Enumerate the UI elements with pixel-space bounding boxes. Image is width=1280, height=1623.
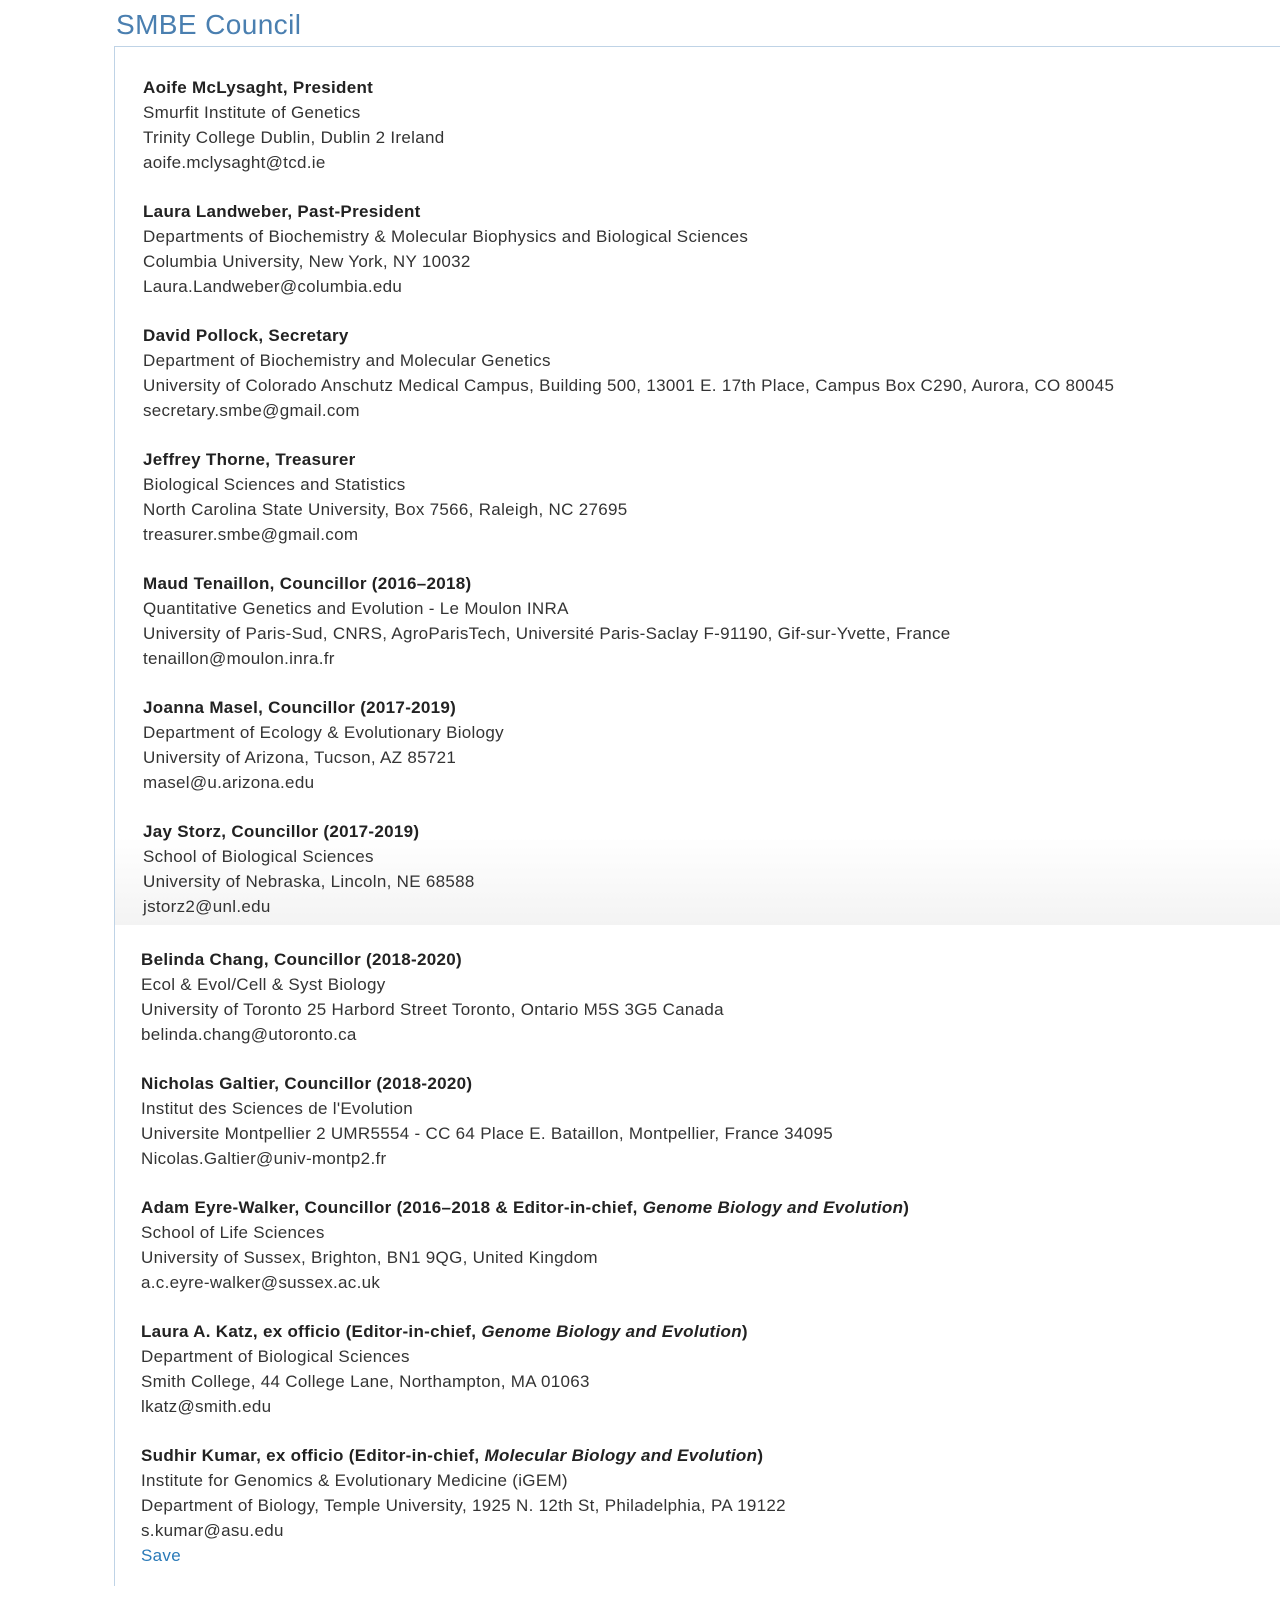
member-email: treasurer.smbe@gmail.com [143, 525, 359, 544]
member-address: University of Paris-Sud, CNRS, AgroParisTech, Université Paris-Saclay F-91190, Gif-sur-Yvette, France [143, 624, 951, 643]
member-department: Institute for Genomics & Evolutionary Medicine (iGEM) [141, 1471, 568, 1490]
member-department: Smurfit Institute of Genetics [143, 103, 361, 122]
member-name [141, 1443, 909, 1468]
member-department: Quantitative Genetics and Evolution - Le Moulon INRA [143, 599, 569, 618]
member-address: University of Toronto 25 Harbord Street Toronto, Ontario M5S 3G5 Canada [141, 1000, 724, 1019]
member-name-prefix: Sudhir Kumar, ex officio (Editor-in-chief, [141, 1446, 485, 1465]
member-name-suffix: ) [741, 1322, 748, 1341]
member-email: belinda.chang@utoronto.ca [141, 1025, 357, 1044]
member-treasurer [143, 447, 1114, 547]
member-email: Laura.Landweber@columbia.edu [143, 277, 403, 296]
member-address: Smith College, 44 College Lane, Northampton, MA 01063 [141, 1372, 590, 1391]
member-address: Department of Biology, Temple University, 1925 N. 12th St, Philadelphia, PA 19122 [141, 1496, 786, 1515]
journal-title: Genome Biology and Evolution [481, 1322, 742, 1341]
member-councillor-tenaillon [143, 571, 1114, 671]
member-president [143, 75, 1114, 175]
journal-title: Molecular Biology and Evolution [484, 1446, 758, 1465]
member-email: secretary.smbe@gmail.com [143, 401, 360, 420]
member-department: Departments of Biochemistry & Molecular Biophysics and Biological Sciences [143, 227, 749, 246]
journal-title: Genome Biology and Evolution [642, 1198, 904, 1217]
member-name: Joanna Masel, Councillor (2017-2019) [143, 698, 457, 717]
member-address: University of Colorado Anschutz Medical Campus, Building 500, 13001 E. 17th Place, Campus Box C290, Aurora, CO 80045 [143, 376, 1115, 395]
member-councillor-masel [143, 695, 1114, 795]
member-department: Department of Ecology & Evolutionary Biology [143, 723, 504, 742]
member-department: Institut des Sciences de l'Evolution [141, 1099, 414, 1118]
member-department: Biological Sciences and Statistics [143, 475, 406, 494]
member-name: Jeffrey Thorne, Treasurer [143, 450, 356, 469]
member-councillor-eyre-walker [141, 1195, 909, 1295]
member-department: Ecol & Evol/Cell & Syst Biology [141, 975, 386, 994]
member-department: Department of Biological Sciences [141, 1347, 410, 1366]
member-councillor-galtier [141, 1071, 909, 1171]
member-councillor-storz [143, 819, 1114, 919]
member-name: Aoife McLysaght, President [143, 78, 374, 97]
member-ex-officio-kumar [141, 1443, 909, 1543]
member-address: University of Sussex, Brighton, BN1 9QG, United Kingdom [141, 1248, 598, 1267]
member-address: University of Nebraska, Lincoln, NE 68588 [143, 872, 475, 891]
member-email: tenaillon@moulon.inra.fr [143, 649, 335, 668]
member-name-suffix: ) [757, 1446, 764, 1465]
save-link[interactable]: Save [141, 1546, 181, 1565]
member-ex-officio-katz [141, 1319, 909, 1419]
member-name-prefix: Laura A. Katz, ex officio (Editor-in-chief, [141, 1322, 482, 1341]
member-address: Universite Montpellier 2 UMR5554 - CC 64 Place E. Bataillon, Montpellier, France 34095 [141, 1124, 833, 1143]
council-list-top [143, 75, 1114, 943]
member-address: Trinity College Dublin, Dublin 2 Ireland [143, 128, 445, 147]
council-content [114, 46, 1280, 1586]
member-name-suffix: ) [903, 1198, 910, 1217]
member-email: jstorz2@unl.edu [143, 897, 271, 916]
member-name: Nicholas Galtier, Councillor (2018-2020) [141, 1074, 473, 1093]
member-email: s.kumar@asu.edu [141, 1521, 284, 1540]
member-email: lkatz@smith.edu [141, 1397, 272, 1416]
member-name: Maud Tenaillon, Councillor (2016–2018) [143, 574, 472, 593]
council-list-bottom [141, 947, 909, 1568]
member-department: School of Biological Sciences [143, 847, 374, 866]
member-department: School of Life Sciences [141, 1223, 325, 1242]
member-name: Jay Storz, Councillor (2017-2019) [143, 822, 420, 841]
member-name-prefix: Adam Eyre-Walker, Councillor (2016–2018 & Editor-in-chief, [141, 1198, 643, 1217]
member-name [141, 1195, 909, 1220]
member-address: University of Arizona, Tucson, AZ 85721 [143, 748, 457, 767]
member-past-president [143, 199, 1114, 299]
member-email: masel@u.arizona.edu [143, 773, 315, 792]
member-email: a.c.eyre-walker@sussex.ac.uk [141, 1273, 381, 1292]
member-address: Columbia University, New York, NY 10032 [143, 252, 471, 271]
member-email: aoife.mclysaght@tcd.ie [143, 153, 326, 172]
member-name: Laura Landweber, Past-President [143, 202, 421, 221]
member-councillor-chang [141, 947, 909, 1047]
member-name: Belinda Chang, Councillor (2018-2020) [141, 950, 462, 969]
member-name: David Pollock, Secretary [143, 326, 349, 345]
member-name [141, 1319, 909, 1344]
page-title: SMBE Council [116, 9, 302, 40]
member-department: Department of Biochemistry and Molecular Genetics [143, 351, 551, 370]
member-secretary [143, 323, 1114, 423]
member-email: Nicolas.Galtier@univ-montp2.fr [141, 1149, 387, 1168]
member-address: North Carolina State University, Box 7566, Raleigh, NC 27695 [143, 500, 628, 519]
